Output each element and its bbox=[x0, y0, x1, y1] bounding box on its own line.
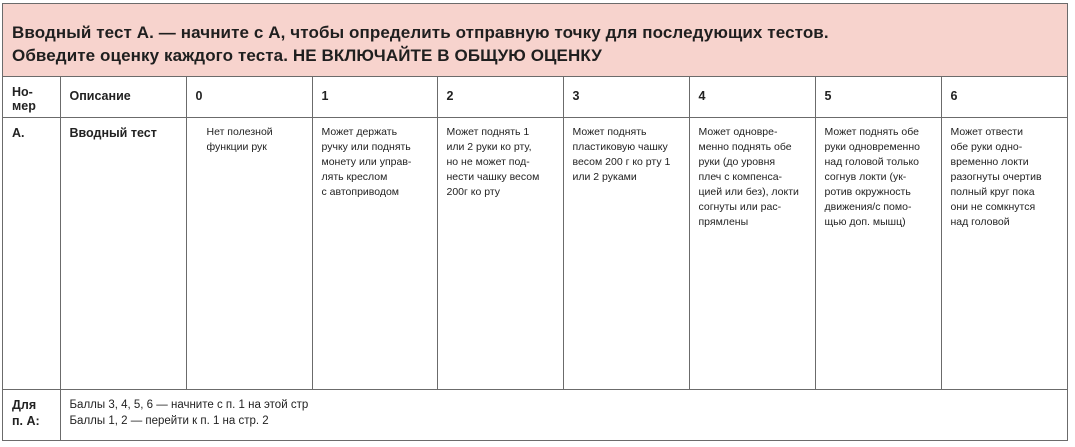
row-description: Вводный тест bbox=[60, 117, 186, 389]
cell-line: руки одновременно bbox=[824, 140, 920, 153]
cell-line: над головой bbox=[950, 215, 1010, 228]
cell-line: или 2 руки ко рту, bbox=[446, 140, 532, 153]
header-number bbox=[3, 77, 60, 117]
cell-line: Может поднять bbox=[572, 125, 647, 138]
header-score-0: 0 bbox=[186, 77, 312, 117]
table-header-row bbox=[3, 77, 1067, 117]
row-number: А. bbox=[3, 117, 60, 389]
cell-line: функции рук bbox=[206, 140, 267, 153]
footer-instruction-1: Баллы 3, 4, 5, 6 — начните с п. 1 на этой стр bbox=[69, 398, 309, 411]
cell-line: они не сомкнутся bbox=[950, 200, 1036, 213]
cell-line: согнув локти (ук- bbox=[824, 170, 907, 183]
cell-line: Может поднять обе bbox=[824, 125, 920, 138]
footer-label bbox=[3, 389, 60, 440]
cell-line: с автоприводом bbox=[321, 185, 400, 198]
score-cell-6[interactable] bbox=[941, 117, 1067, 389]
instructions-line-1: Вводный тест А. — начните с А, чтобы определить отправную точку для последующих тестов. bbox=[12, 23, 829, 42]
header-score-3: 3 bbox=[563, 77, 689, 117]
header-score-5: 5 bbox=[815, 77, 941, 117]
cell-line: Может отвести bbox=[950, 125, 1023, 138]
footer-label-line1: Для bbox=[12, 397, 37, 412]
cell-line: полный круг пока bbox=[950, 185, 1035, 198]
cell-line: Нет полезной bbox=[206, 125, 273, 138]
cell-line: прямлены bbox=[698, 215, 749, 228]
header-score-1: 1 bbox=[312, 77, 437, 117]
header-number-line1: Но- bbox=[12, 85, 33, 99]
cell-line: разогнуты очертив bbox=[950, 170, 1042, 183]
cell-line: менно поднять обе bbox=[698, 140, 792, 153]
cell-line: временно локти bbox=[950, 155, 1029, 168]
cell-line: ручку или поднять bbox=[321, 140, 411, 153]
cell-line: монету или управ- bbox=[321, 155, 412, 168]
header-score-6: 6 bbox=[941, 77, 1067, 117]
instructions-line-2: Обведите оценку каждого теста. НЕ ВКЛЮЧАЙТЕ В ОБЩУЮ ОЦЕНКУ bbox=[12, 46, 602, 65]
cell-line: движения/с помо- bbox=[824, 200, 912, 213]
cell-line: нести чашку весом bbox=[446, 170, 540, 183]
cell-line: обе руки одно- bbox=[950, 140, 1023, 153]
score-cell-0[interactable] bbox=[186, 117, 312, 389]
cell-line: Может одновре- bbox=[698, 125, 778, 138]
footer-instructions bbox=[60, 389, 1067, 440]
cell-line: руки (до уровня bbox=[698, 155, 776, 168]
cell-line: плеч с компенса- bbox=[698, 170, 783, 183]
cell-line: Может держать bbox=[321, 125, 398, 138]
score-cell-4[interactable] bbox=[689, 117, 815, 389]
header-score-2: 2 bbox=[437, 77, 563, 117]
score-cell-2[interactable] bbox=[437, 117, 563, 389]
table-footer-row bbox=[3, 389, 1067, 440]
cell-line: над головой только bbox=[824, 155, 920, 168]
test-form bbox=[2, 3, 1068, 441]
header-description: Описание bbox=[60, 77, 186, 117]
instructions-header bbox=[3, 4, 1067, 77]
score-cell-5[interactable] bbox=[815, 117, 941, 389]
footer-instruction-2: Баллы 1, 2 — перейти к п. 1 на стр. 2 bbox=[69, 414, 269, 427]
footer-label-line2: п. А: bbox=[12, 413, 40, 428]
cell-line: лять креслом bbox=[321, 170, 388, 183]
cell-line: пластиковую чашку bbox=[572, 140, 668, 153]
cell-line: щью доп. мышц) bbox=[824, 215, 906, 228]
cell-line: ротив окружность bbox=[824, 185, 911, 198]
cell-line: весом 200 г ко рту 1 bbox=[572, 155, 671, 168]
cell-line: согнуты или рас- bbox=[698, 200, 782, 213]
cell-line: но не может под- bbox=[446, 155, 530, 168]
score-cell-1[interactable] bbox=[312, 117, 437, 389]
table-row bbox=[3, 117, 1067, 389]
cell-line: Может поднять 1 bbox=[446, 125, 530, 138]
cell-line: 200г ко рту bbox=[446, 185, 501, 198]
cell-line: или 2 руками bbox=[572, 170, 637, 183]
cell-line: цией или без), локти bbox=[698, 185, 799, 198]
header-number-line2: мер bbox=[12, 99, 36, 113]
score-table bbox=[3, 77, 1067, 440]
score-cell-3[interactable] bbox=[563, 117, 689, 389]
header-score-4: 4 bbox=[689, 77, 815, 117]
